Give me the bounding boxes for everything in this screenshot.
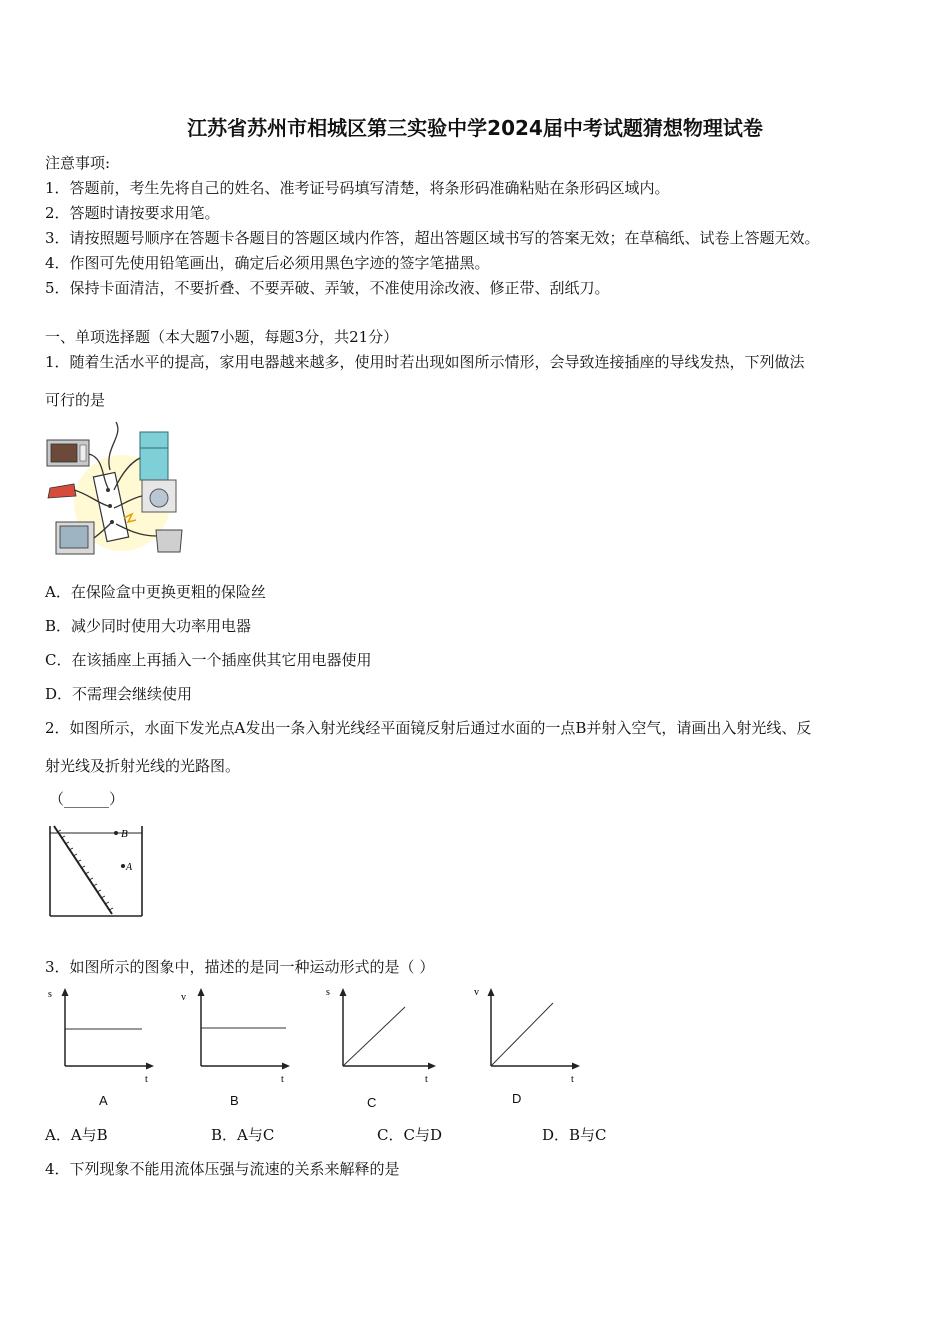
notice-item: 2．答题时请按要求用笔。 — [45, 204, 220, 222]
graph-a-caption: A — [99, 1093, 108, 1108]
option-d[interactable]: D．不需理会继续使用 — [45, 685, 193, 703]
question-1-text: 1．随着生活水平的提高，家用电器越来越多，使用时若出现如图所示情形，会导致连接插座的导线发热，下列做法 — [45, 353, 805, 371]
notice-item: 4．作图可先使用铅笔画出，确定后必须用黑色字迹的签字笔描黑。 — [45, 254, 490, 272]
graph-b-v-t — [180, 984, 298, 1086]
option-b[interactable]: B．减少同时使用大功率用电器 — [45, 617, 252, 635]
graph-c-ylabel: s — [326, 987, 330, 998]
point-b — [114, 831, 118, 835]
q3-option-c[interactable]: C．C与D — [377, 1126, 442, 1144]
question-1-text-cont: 可行的是 — [45, 391, 106, 409]
graph-b-ylabel: v — [181, 992, 186, 1003]
graph-a-ylabel: s — [48, 989, 52, 1000]
notice-item: 5．保持卡面清洁，不要折叠、不要弄破、弄皱，不准使用涂改液、修正带、刮纸刀。 — [45, 279, 610, 297]
question-3-text: 3．如图所示的图象中，描述的是同一种运动形式的是（ ） — [45, 958, 435, 976]
graph-c-s-t — [322, 984, 444, 1086]
notice-item: 3．请按照题号顺序在答题卡各题目的答题区域内作答，超出答题区域书写的答案无效；在草稿纸、试卷上答题无效。 — [45, 229, 820, 247]
q3-option-d[interactable]: D．B与C — [542, 1126, 607, 1144]
q3-option-b[interactable]: B．A与C — [211, 1126, 275, 1144]
answer-blank[interactable]: （______） — [49, 790, 125, 808]
graph-c-caption: C — [367, 1095, 377, 1110]
section-heading: 一、单项选择题（本大题7小题，每题3分，共21分） — [45, 328, 399, 346]
graph-b-caption: B — [230, 1093, 239, 1108]
graph-d-v-t — [470, 984, 590, 1086]
graph-d-xlabel: t — [571, 1074, 574, 1085]
graph-c-line — [343, 1007, 405, 1066]
notice-item: 1．答题前，考生先将自己的姓名、准考证号码填写清楚，将条形码准确粘贴在条形码区域内。 — [45, 179, 670, 197]
label-b: B — [121, 828, 128, 840]
question-4-text: 4．下列现象不能用流体压强与流速的关系来解释的是 — [45, 1160, 400, 1178]
graph-a-xlabel: t — [145, 1074, 148, 1085]
graph-c-xlabel: t — [425, 1074, 428, 1085]
graph-d-caption: D — [512, 1091, 522, 1106]
label-a: A — [126, 862, 133, 873]
question-2-text-cont: 射光线及折射光线的光路图。 — [45, 757, 241, 775]
page-title: 江苏省苏州市相城区第三实验中学2024届中考试题猜想物理试卷 — [187, 116, 763, 140]
option-c[interactable]: C．在该插座上再插入一个插座供其它用电器使用 — [45, 651, 372, 669]
water-mirror-diagram — [46, 822, 146, 920]
graph-b-xlabel: t — [281, 1074, 284, 1085]
graph-d-line — [491, 1003, 553, 1066]
graph-d-ylabel: v — [474, 987, 479, 998]
point-a — [121, 864, 125, 868]
overloaded-socket-illustration — [44, 418, 189, 563]
notice-heading: 注意事项: — [45, 154, 111, 172]
option-a[interactable]: A．在保险盒中更换更粗的保险丝 — [45, 583, 266, 601]
question-2-text: 2．如图所示，水面下发光点A发出一条入射光线经平面镜反射后通过水面的一点B并射入空气，请画出入射光线、反 — [45, 719, 812, 737]
q3-option-a[interactable]: A．A与B — [45, 1126, 108, 1144]
graph-a-s-t — [44, 984, 162, 1086]
